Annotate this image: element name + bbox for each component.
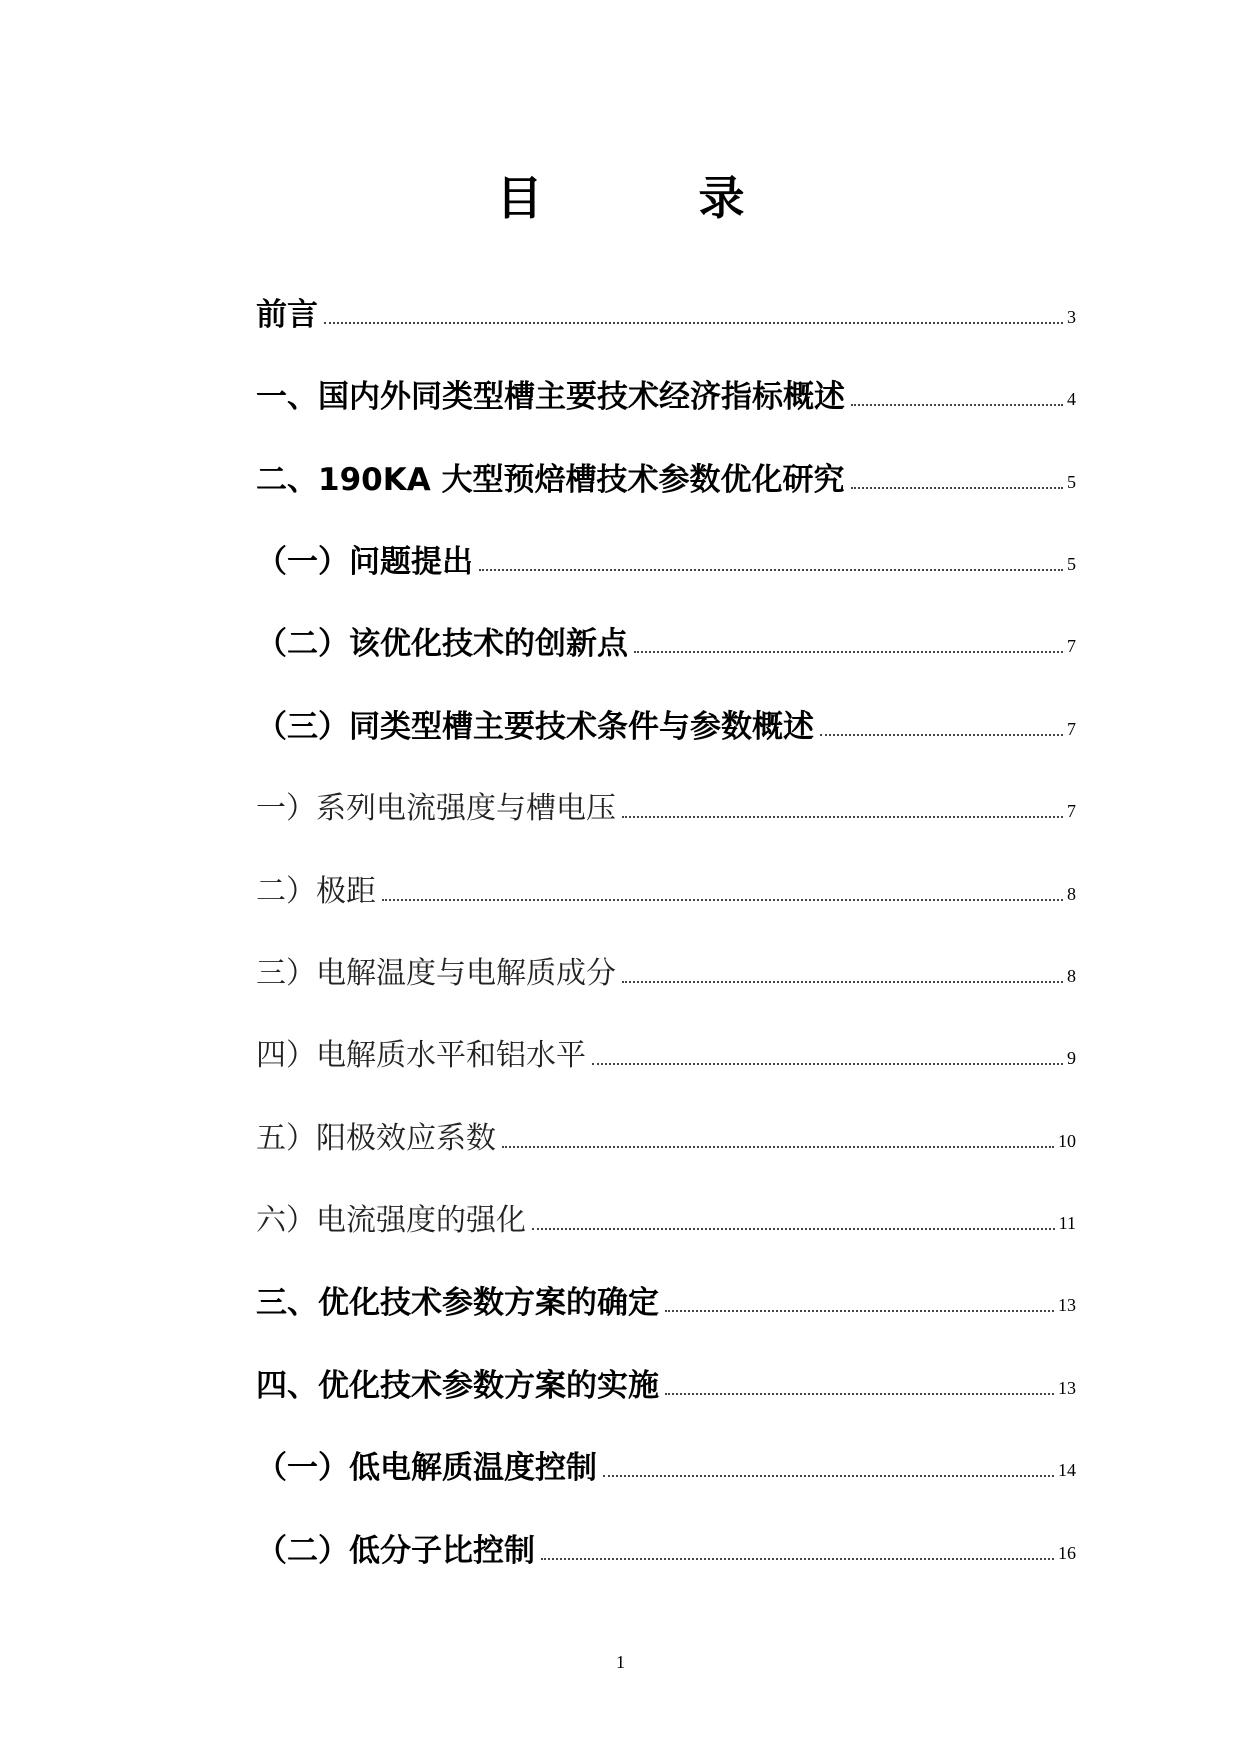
- toc-entry-label: （二）该优化技术的创新点: [256, 626, 628, 662]
- toc-entry-label: 一、国内外同类型槽主要技术经济指标概述: [256, 379, 845, 415]
- dot-leader: [502, 1145, 1054, 1148]
- toc-entry-label: 三）电解温度与电解质成分: [256, 956, 616, 991]
- toc-entry-label: （一）问题提出: [256, 544, 473, 580]
- toc-entry-page: 9: [1067, 1048, 1076, 1068]
- toc-entry[interactable]: [256, 532, 1076, 582]
- toc-entry-page: 13: [1058, 1378, 1076, 1398]
- toc-entry-page: 13: [1058, 1295, 1076, 1315]
- toc-entry-page: 16: [1058, 1543, 1076, 1563]
- toc-entry-page: 14: [1058, 1460, 1076, 1480]
- toc-entry-label: （二）低分子比控制: [256, 1533, 535, 1569]
- toc-entry-page: 5: [1067, 554, 1076, 574]
- toc-entry-label: 四、优化技术参数方案的实施: [256, 1368, 659, 1404]
- toc-entry[interactable]: [256, 367, 1076, 417]
- dot-leader: [622, 980, 1063, 983]
- toc-entry[interactable]: [256, 1438, 1076, 1488]
- toc-entry-page: 7: [1067, 719, 1076, 739]
- dot-leader: [324, 321, 1063, 324]
- dot-leader: [851, 403, 1063, 406]
- dot-leader: [665, 1309, 1054, 1312]
- toc-entry[interactable]: [256, 614, 1076, 664]
- toc-entry-label: 二）极距: [256, 874, 376, 909]
- toc-entry-label: 三、优化技术参数方案的确定: [256, 1285, 659, 1321]
- toc-entry[interactable]: [256, 862, 1076, 912]
- toc-entry[interactable]: [256, 697, 1076, 747]
- dot-leader: [665, 1392, 1054, 1395]
- toc-entry[interactable]: [256, 450, 1076, 500]
- toc-entry[interactable]: [256, 1356, 1076, 1406]
- dot-leader: [851, 486, 1063, 489]
- toc-entry[interactable]: [256, 1026, 1076, 1076]
- toc-entry-page: 4: [1067, 389, 1076, 409]
- page-title: 目 录: [496, 171, 815, 225]
- dot-leader: [592, 1062, 1063, 1065]
- toc-entry-page: 7: [1067, 636, 1076, 656]
- dot-leader: [479, 568, 1063, 571]
- dot-leader: [622, 815, 1063, 818]
- toc-entry[interactable]: [256, 944, 1076, 994]
- dot-leader: [532, 1227, 1055, 1230]
- toc-entry-label: （三）同类型槽主要技术条件与参数概述: [256, 709, 814, 745]
- toc-entry-page: 10: [1058, 1131, 1076, 1151]
- toc-entry-page: 7: [1067, 801, 1076, 821]
- toc-entry[interactable]: [256, 1521, 1076, 1571]
- dot-leader: [541, 1557, 1054, 1560]
- dot-leader: [382, 898, 1063, 901]
- dot-leader: [603, 1474, 1054, 1477]
- toc-entry-label: 前言: [256, 297, 318, 333]
- toc-entry-page: 11: [1058, 1213, 1076, 1233]
- dot-leader: [820, 733, 1063, 736]
- dot-leader: [634, 650, 1063, 653]
- toc-entry-label: 一）系列电流强度与槽电压: [256, 791, 616, 826]
- toc-entry[interactable]: [256, 1191, 1076, 1241]
- toc-entry-page: 3: [1067, 307, 1076, 327]
- toc-entry-label: 六）电流强度的强化: [256, 1203, 526, 1238]
- toc-entry-label: 四）电解质水平和铝水平: [256, 1038, 586, 1073]
- toc-entry[interactable]: [256, 1109, 1076, 1159]
- toc-entry-label: 二、190KA 大型预焙槽技术参数优化研究: [256, 462, 845, 498]
- toc-entry[interactable]: [256, 779, 1076, 829]
- toc-entry-page: 8: [1067, 966, 1076, 986]
- toc-entry-page: 5: [1067, 472, 1076, 492]
- toc-entry-page: 8: [1067, 884, 1076, 904]
- toc-entry[interactable]: [256, 1273, 1076, 1323]
- toc-entry-label: 五）阳极效应系数: [256, 1121, 496, 1156]
- toc-entry[interactable]: [256, 285, 1076, 335]
- page-number: 1: [616, 1652, 625, 1672]
- toc-entry-label: （一）低电解质温度控制: [256, 1450, 597, 1486]
